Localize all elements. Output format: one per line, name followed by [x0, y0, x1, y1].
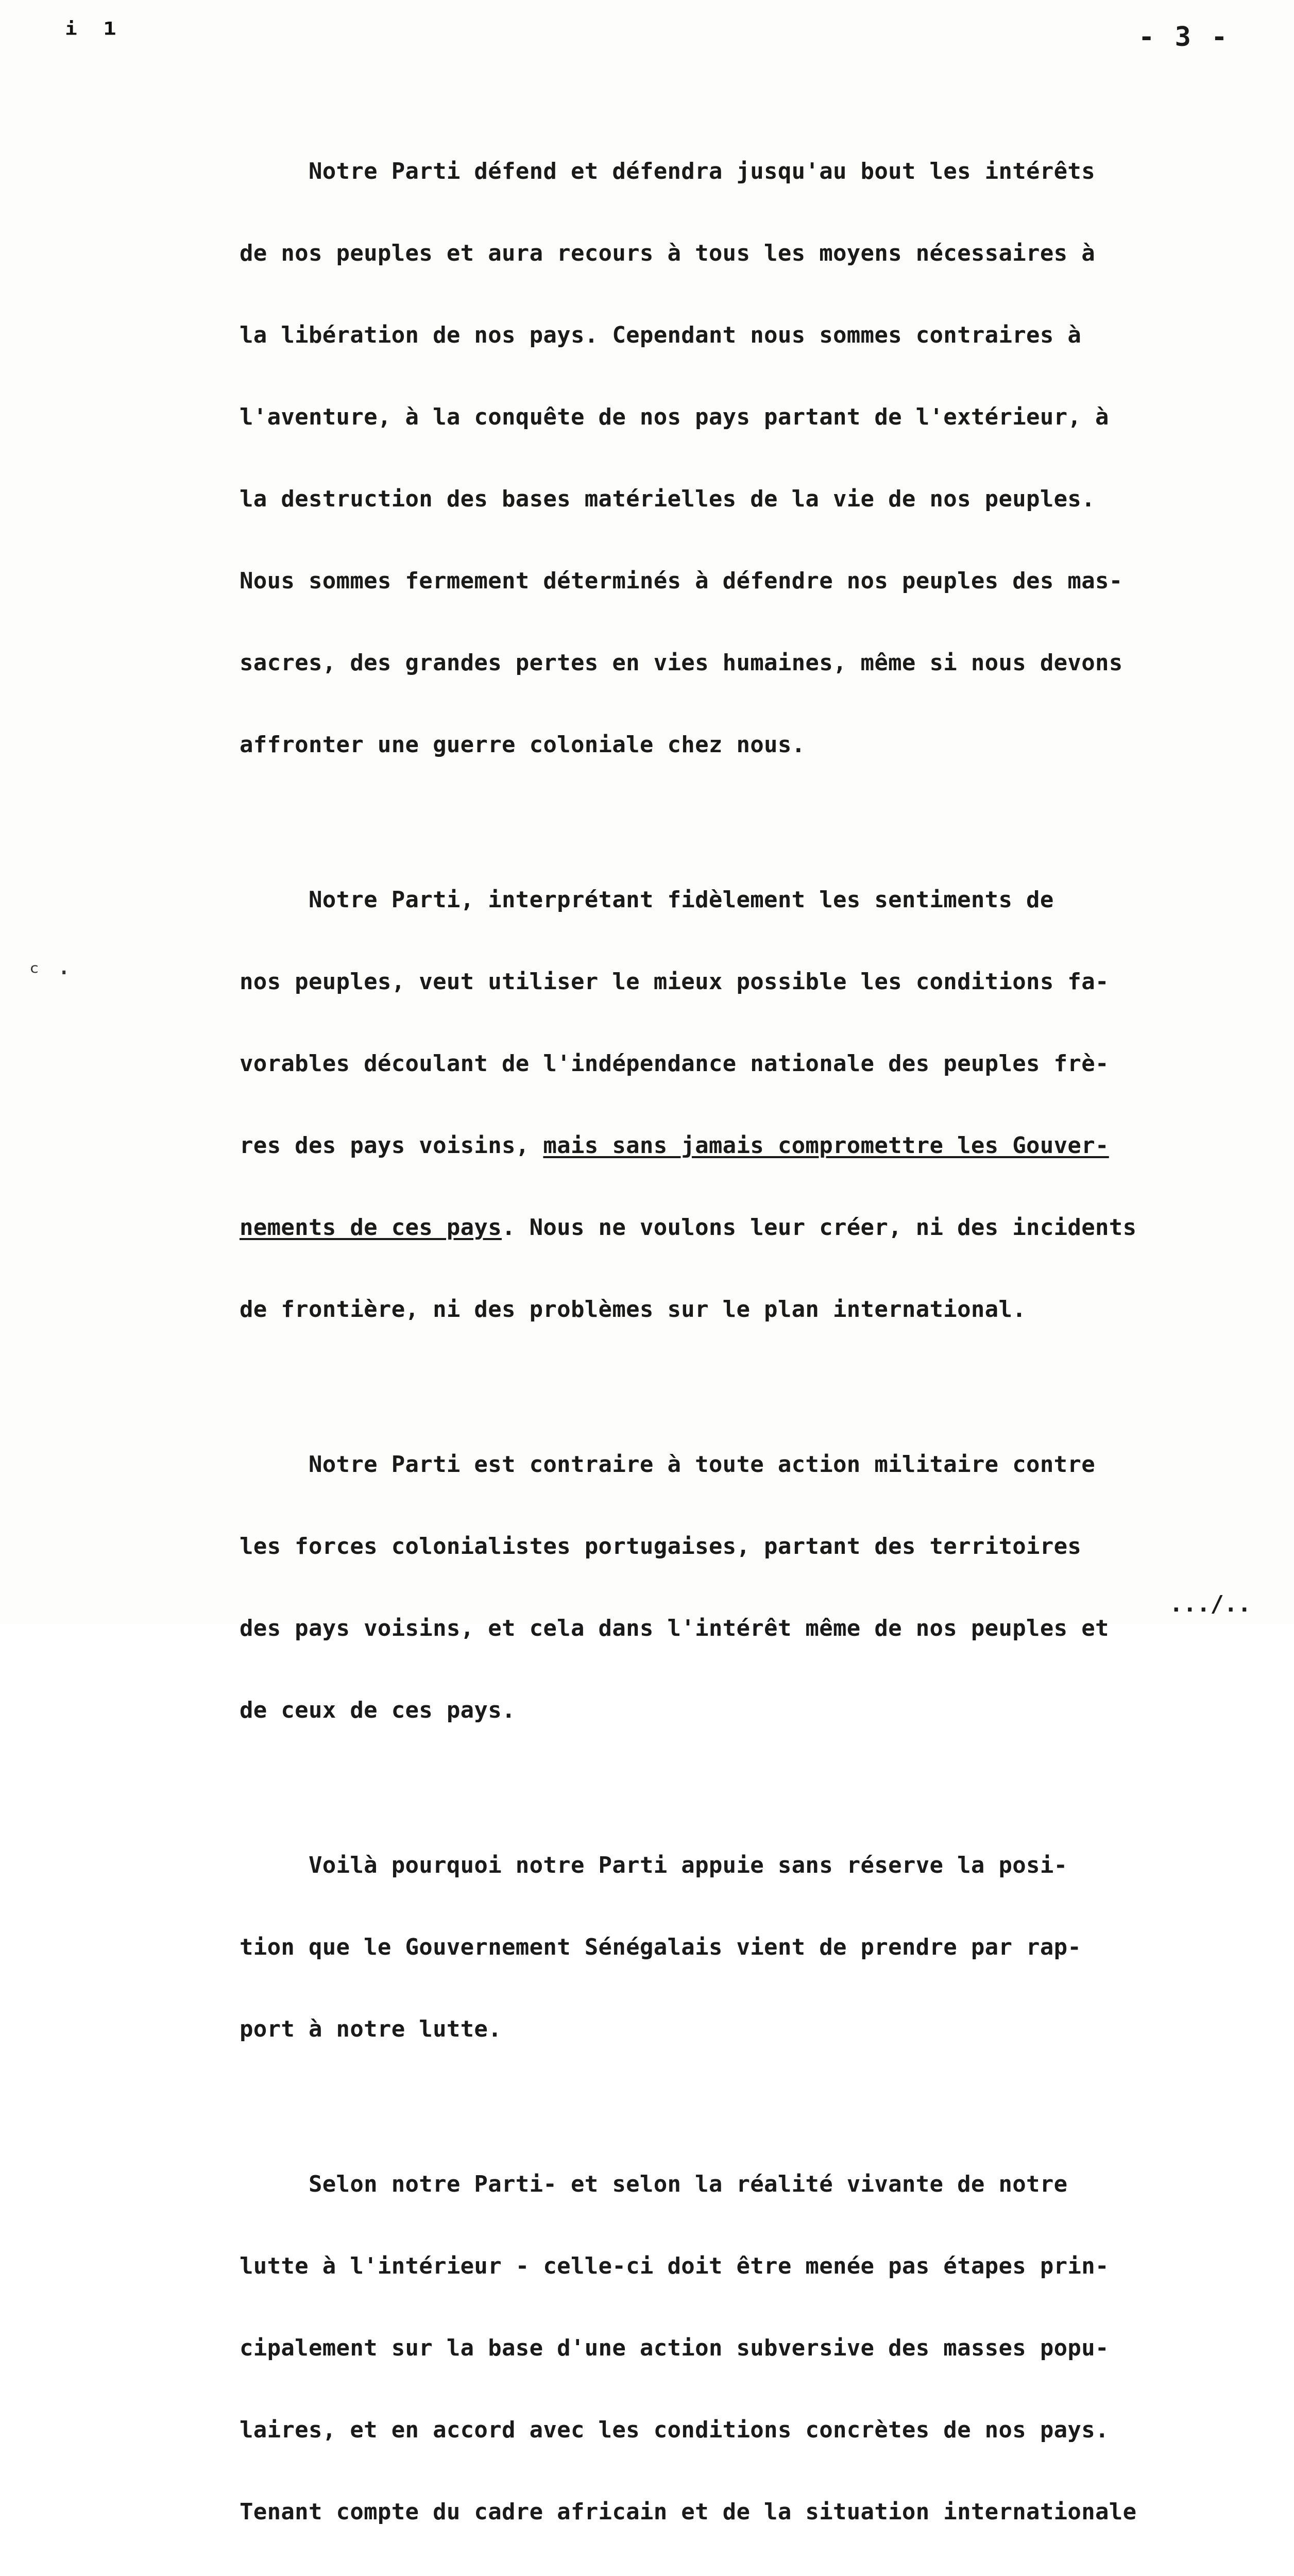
text-line: Notre Parti défend et défendra jusqu'au bout les intérêts — [240, 158, 1095, 184]
underlined-phrase-b: nements de ces pays — [240, 1214, 502, 1241]
text-line: nos peuples, veut utiliser le mieux possible les conditions fa- — [240, 969, 1109, 995]
continuation-mark: .../.. — [1169, 1591, 1251, 1617]
text-line: vorables découlant de l'indépendance nationale des peuples frè- — [240, 1050, 1109, 1077]
text-line: Tenant compte du cadre africain et de la situation internationale — [240, 2499, 1137, 2525]
text-line: laires, et en accord avec les conditions concrètes de nos pays. — [240, 2417, 1109, 2443]
document-body — [240, 103, 1265, 2576]
text-line: Voilà pourquoi notre Parti appuie sans réserve la posi- — [240, 1852, 1068, 1878]
paragraph-4 — [240, 1797, 1265, 2097]
text-line: de frontière, ni des problèmes sur le plan international. — [240, 1296, 1027, 1323]
text-line: sacres, des grandes pertes en vies humaines, même si nous devons — [240, 650, 1123, 676]
text-line: cipalement sur la base d'une action subversive des masses popu- — [240, 2335, 1109, 2361]
text-line: l'aventure, à la conquête de nos pays partant de l'extérieur, à — [240, 404, 1109, 430]
paragraph-1 — [240, 103, 1265, 813]
text-line: de ceux de ces pays. — [240, 1697, 516, 1723]
underlined-phrase-a: mais sans jamais compromettre les Gouver- — [543, 1132, 1109, 1159]
text-line: des pays voisins, et cela dans l'intérêt même de nos peuples et — [240, 1615, 1109, 1641]
text-line-underlined — [240, 1214, 1265, 1241]
text-line: Selon notre Parti- et selon la réalité vivante de notre — [240, 2171, 1068, 2197]
margin-mark-mid: ᶜ · — [27, 958, 72, 987]
text-line: Nous sommes fermement déterminés à défendre nos peuples des mas- — [240, 568, 1123, 594]
text-line: port à notre lutte. — [240, 2016, 502, 2042]
text-line: les forces colonialistes portugaises, partant des territoires — [240, 1533, 1082, 1560]
text-line: Notre Parti est contraire à toute action militaire contre — [240, 1451, 1095, 1478]
text-line: tion que le Gouvernement Sénégalais vient de prendre par rap- — [240, 1934, 1082, 1960]
paragraph-3 — [240, 1396, 1265, 1778]
text-segment: res des pays voisins, — [240, 1132, 543, 1159]
text-segment: . Nous ne voulons leur créer, ni des incidents — [502, 1214, 1137, 1241]
text-line: la destruction des bases matérielles de la vie de nos peuples. — [240, 486, 1095, 512]
text-line-underlined — [240, 1132, 1265, 1159]
page-number: - 3 - — [1138, 22, 1230, 53]
text-line: la libération de nos pays. Cependant nous sommes contraires à — [240, 322, 1082, 348]
text-line: Notre Parti, interprétant fidèlement les sentiments de — [240, 887, 1054, 913]
text-line: lutte à l'intérieur - celle-ci doit être menée pas étapes prin- — [240, 2253, 1109, 2279]
paragraph-2 — [240, 832, 1265, 1378]
text-line: affronter une guerre coloniale chez nous. — [240, 732, 806, 758]
margin-mark-top: ⁱ ¹ — [62, 15, 120, 53]
paragraph-5 — [240, 2116, 1265, 2576]
text-line: de nos peuples et aura recours à tous les moyens nécessaires à — [240, 240, 1095, 266]
